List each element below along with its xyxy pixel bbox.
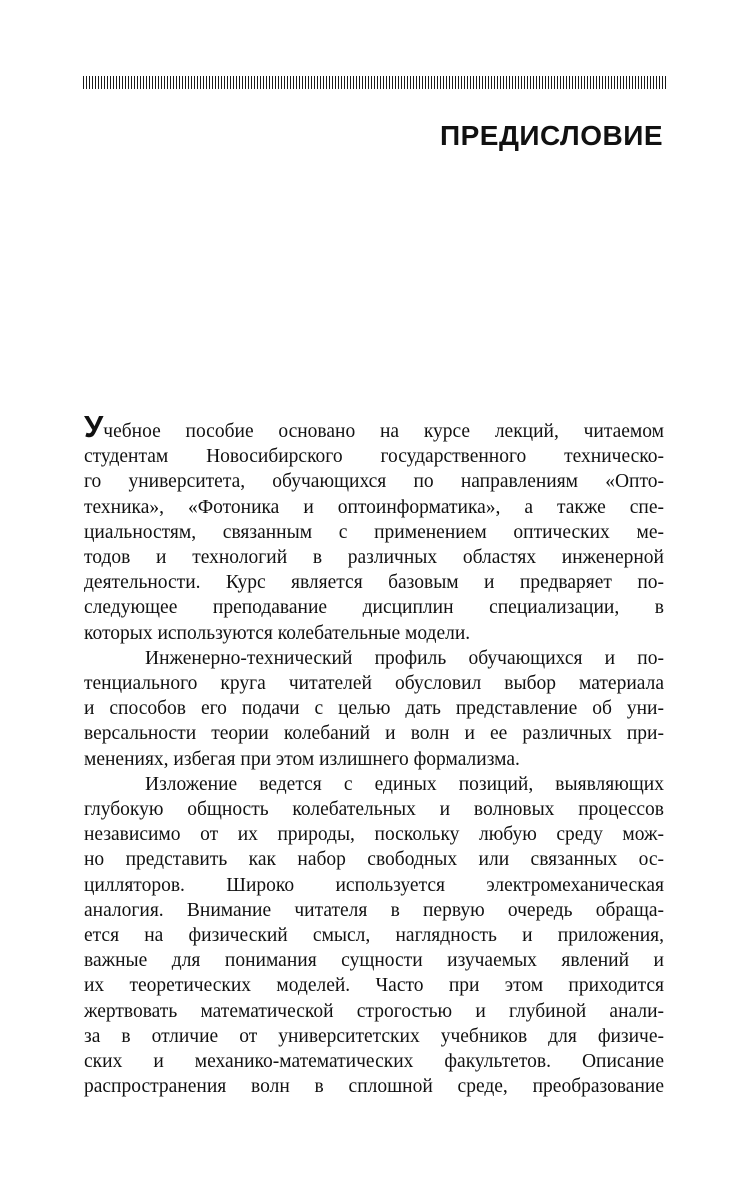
paragraph-line: за в отличие от университетских учебников для физиче-: [84, 1025, 664, 1047]
paragraph-line: их теоретических моделей. Часто при этом приходится: [84, 975, 664, 997]
drop-cap: У: [84, 409, 104, 444]
paragraph-line: менениях, избегая при этом излишнего формализма.: [84, 748, 520, 770]
paragraph-line: тодов и технологий в различных областях инженерной: [84, 547, 664, 569]
paragraph-line: ется на физический смысл, наглядность и приложения,: [84, 925, 664, 947]
paragraph-line: глубокую общность колебательных и волновых процессов: [84, 799, 664, 821]
paragraph-line: важные для понимания сущности изучаемых явлений и: [84, 950, 664, 972]
paragraph-line: цилляторов. Широко используется электромеханическая: [84, 874, 664, 896]
paragraph-line: распространения волн в сплошной среде, преобразование: [84, 1076, 664, 1098]
paragraph-line: жертвовать математической строгостью и глубиной анали-: [84, 1000, 664, 1022]
body-text: [84, 409, 664, 1099]
paragraph-line: Инженерно-технический профиль обучающихся и по-: [145, 647, 664, 669]
paragraph-line: и способов его подачи с целью дать представление об уни-: [84, 698, 664, 720]
chapter-title: ПРЕДИСЛОВИЕ: [439, 120, 663, 151]
paragraph-line: техника», «Фотоника и оптоинформатика», а также спе-: [84, 496, 664, 518]
header-decorative-rule: [83, 76, 666, 89]
paragraph-line-text: чебное пособие основано на курсе лекций, читаемом: [103, 421, 664, 442]
paragraph-line: но представить как набор свободных или связанных ос-: [84, 849, 664, 871]
paragraph-line: которых используются колебательные модели.: [84, 622, 471, 644]
paragraph-line: ских и механико-математических факультетов. Описание: [84, 1051, 664, 1073]
paragraph-line: версальности теории колебаний и волн и ее различных при-: [84, 723, 664, 745]
paragraph-line: независимо от их природы, поскольку любую среду мож-: [84, 824, 664, 846]
paragraph-line: го университета, обучающихся по направлениям «Опто-: [84, 471, 664, 493]
paragraph-2: [84, 646, 664, 772]
paragraph-1: [84, 409, 664, 646]
paragraph-line: тенциального круга читателей обусловил выбор материала: [84, 673, 664, 695]
paragraph-line: аналогия. Внимание читателя в первую очередь обраща-: [84, 899, 664, 921]
paragraph-line: студентам Новосибирского государственного техническо-: [84, 446, 664, 468]
paragraph-line: деятельности. Курс является базовым и предваряет по-: [84, 572, 664, 594]
paragraph-line: Изложение ведется с единых позиций, выявляющих: [145, 773, 664, 795]
paragraph-line: [84, 409, 664, 444]
paragraph-line: циальностям, связанным с применением оптических ме-: [84, 521, 664, 543]
paragraph-3: [84, 772, 664, 1100]
paragraph-line: следующее преподавание дисциплин специализации, в: [84, 597, 664, 619]
